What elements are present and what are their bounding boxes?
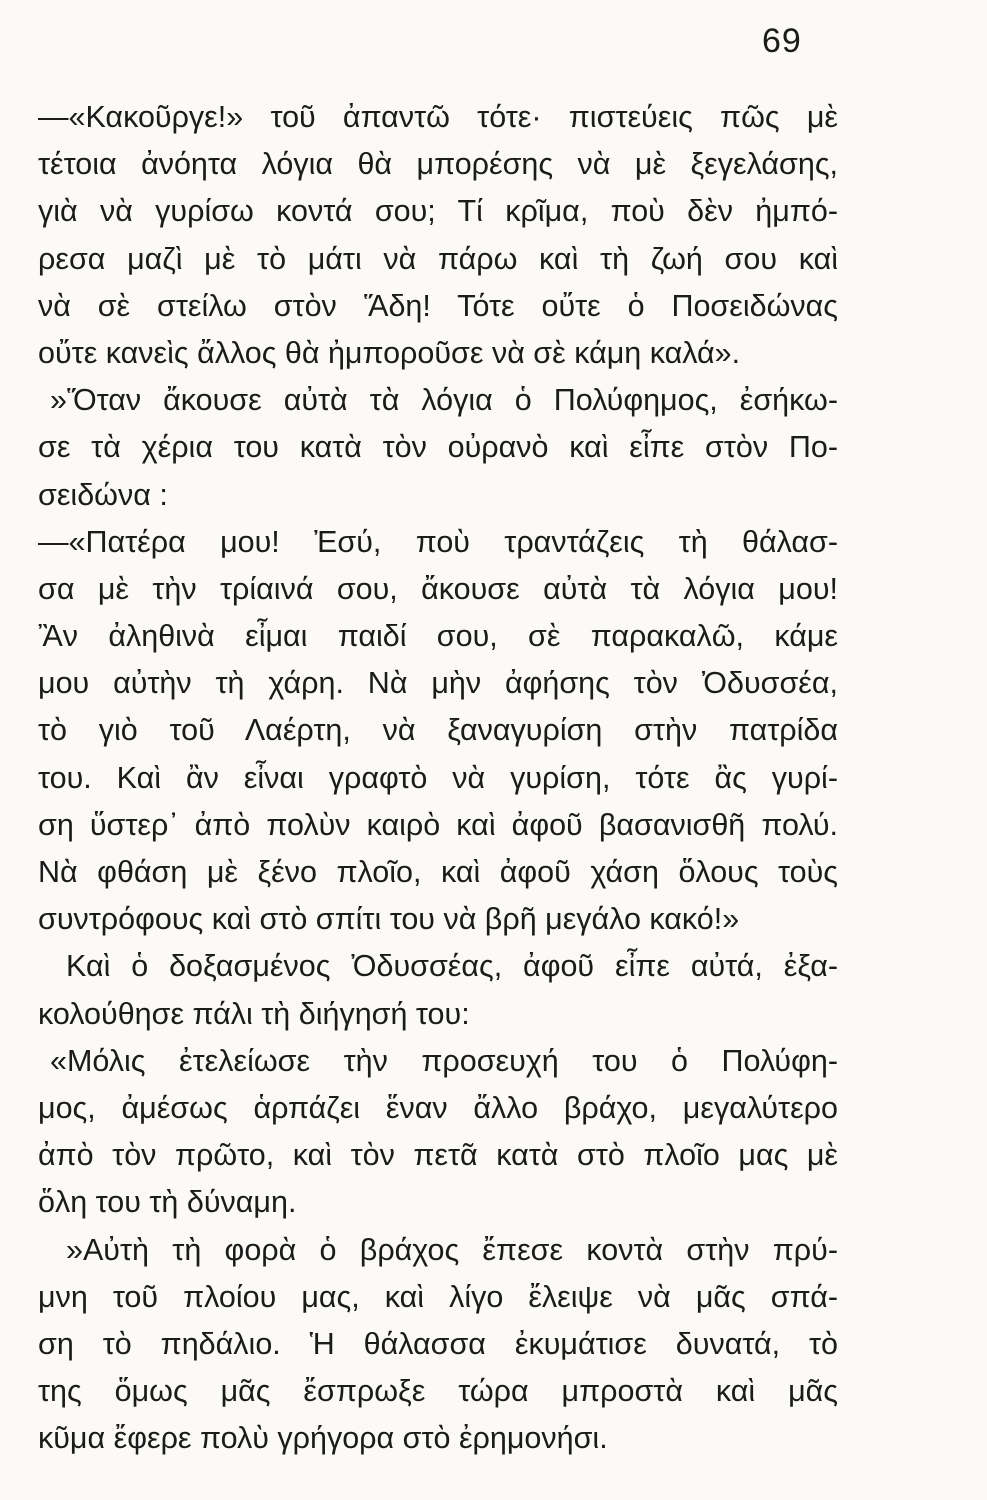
text-line: μνη τοῦ πλοίου μας, καὶ λίγο ἔλειψε νὰ μᾶς σπά- bbox=[38, 1279, 838, 1314]
text-line: σειδώνα : bbox=[38, 477, 168, 512]
text-line: της ὅμως μᾶς ἔσπρωξε τώρα μπροστὰ καὶ μᾶς bbox=[38, 1374, 838, 1409]
page-number: 69 bbox=[762, 22, 802, 60]
text-line: ὅλη του τὴ δύναμη. bbox=[38, 1185, 297, 1220]
text-line: —«Πατέρα μου! Ἐσύ, ποὺ τραντάζεις τὴ θάλασ- bbox=[38, 524, 838, 559]
text-line: —«Κακοῦργε!» τοῦ ἀπαντῶ τότε· πιστεύεις πῶς μὲ bbox=[38, 100, 838, 134]
text-line: Νὰ φθάση μὲ ξένο πλοῖο, καὶ ἀφοῦ χάση ὅλους τοὺς bbox=[38, 855, 838, 889]
text-line: »Ὅταν ἄκουσε αὐτὰ τὰ λόγια ὁ Πολύφημος, ἐσήκω- bbox=[50, 383, 838, 418]
text-line: ρεσα μαζὶ μὲ τὸ μάτι νὰ πάρω καὶ τὴ ζωή σου καὶ bbox=[38, 241, 838, 276]
text-line: ση τὸ πηδάλιο. Ἡ θάλασσα ἐκυμάτισε δυνατά, τὸ bbox=[38, 1326, 838, 1361]
text-line: Ἂν ἀληθινὰ εἶμαι παιδί σου, σὲ παρακαλῶ, κάμε bbox=[38, 619, 838, 654]
text-line: συντρόφους καὶ στὸ σπίτι του νὰ βρῆ μεγάλο κακό!» bbox=[38, 902, 740, 937]
text-line: νὰ σὲ στείλω στὸν Ἅδη! Τότε οὔτε ὁ Ποσειδώνας bbox=[38, 288, 838, 323]
text-line: οὔτε κανεὶς ἄλλος θὰ ἠμποροῦσε νὰ σὲ κάμη καλά». bbox=[38, 335, 741, 370]
text-line: »Αὐτὴ τὴ φορὰ ὁ βράχος ἔπεσε κοντὰ στὴν πρύ- bbox=[66, 1232, 838, 1267]
text-line: κῦμα ἔφερε πολὺ γρήγορα στὸ ἐρημονήσι. bbox=[38, 1421, 608, 1456]
text-line: τέτοια ἀνόητα λόγια θὰ μπορέσης νὰ μὲ ξεγελάσης, bbox=[38, 147, 838, 182]
body-text bbox=[38, 94, 838, 1462]
text-line: ση ὕστερ᾽ ἀπὸ πολὺν καιρὸ καὶ ἀφοῦ βασανισθῆ πολύ. bbox=[38, 807, 838, 842]
text-line: κολούθησε πάλι τὴ διήγησή του: bbox=[38, 996, 470, 1031]
text-line: τὸ γιὸ τοῦ Λαέρτη, νὰ ξαναγυρίση στὴν πατρίδα bbox=[38, 713, 838, 748]
text-line: σε τὰ χέρια του κατὰ τὸν οὐρανὸ καὶ εἶπε στὸν Πο- bbox=[38, 430, 838, 465]
text-line: σα μὲ τὴν τρίαινά σου, ἄκουσε αὐτὰ τὰ λόγια μου! bbox=[38, 571, 838, 606]
text-line: ἀπὸ τὸν πρῶτο, καὶ τὸν πετᾶ κατὰ στὸ πλοῖο μας μὲ bbox=[38, 1138, 838, 1173]
text-line: μος, ἀμέσως ἁρπάζει ἕναν ἄλλο βράχο, μεγαλύτερο bbox=[38, 1090, 838, 1125]
text-line: Καὶ ὁ δοξασμένος Ὀδυσσέας, ἀφοῦ εἶπε αὐτά, ἐξα- bbox=[66, 949, 838, 984]
text-line: μου αὐτὴν τὴ χάρη. Νὰ μὴν ἀφήσης τὸν Ὀδυσσέα, bbox=[38, 666, 838, 701]
text-line: «Μόλις ἐτελείωσε τὴν προσευχή του ὁ Πολύφη- bbox=[50, 1043, 838, 1078]
text-line: του. Καὶ ἂν εἶναι γραφτὸ νὰ γυρίση, τότε ἂς γυρί- bbox=[38, 760, 838, 795]
text-line: γιὰ νὰ γυρίσω κοντά σου; Τί κρῖμα, ποὺ δὲν ἠμπό- bbox=[38, 194, 838, 229]
